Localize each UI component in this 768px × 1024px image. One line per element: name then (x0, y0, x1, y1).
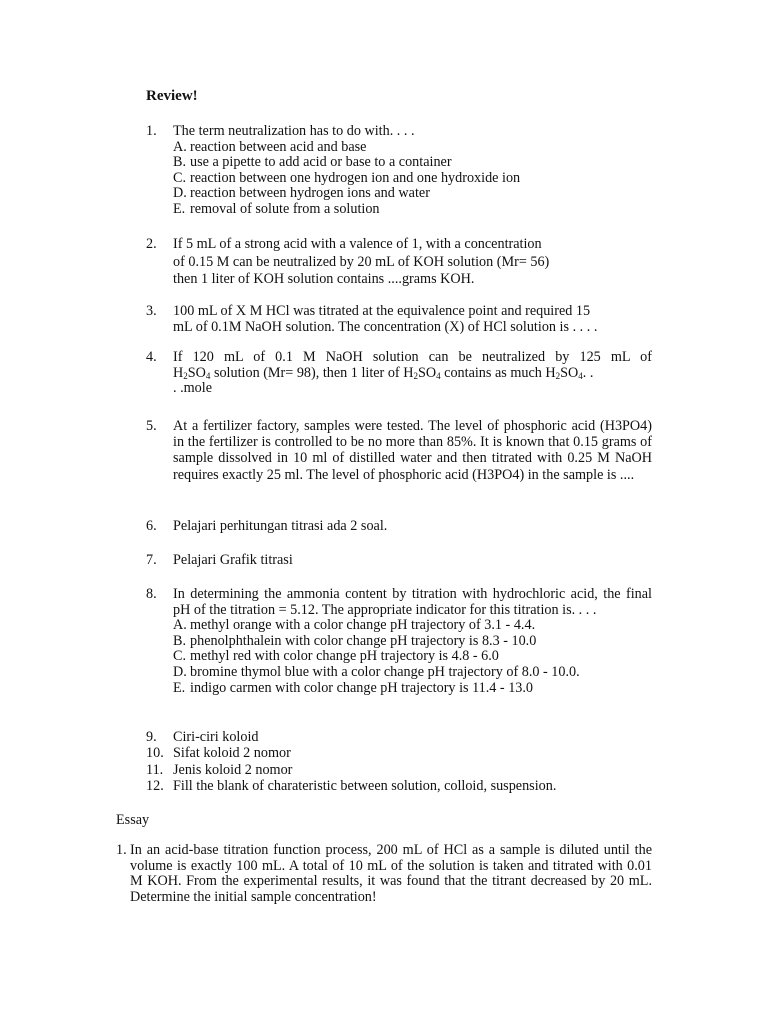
question-number: 9. (146, 729, 157, 745)
option-a: A. reaction between acid and base (173, 138, 367, 155)
question-line: If 5 mL of a strong acid with a valence of 1, with a concentration (173, 236, 542, 252)
question-number: 4. (146, 349, 157, 365)
question-number: 3. (146, 303, 157, 319)
essay-number: 1. (116, 842, 127, 858)
question-line: of 0.15 M can be neutralized by 20 mL of KOH solution (Mr= 56) (173, 253, 550, 270)
question-text: Pelajari Grafik titrasi (173, 552, 293, 568)
question-text: Sifat koloid 2 nomor (173, 745, 291, 761)
question-line: If 120 mL of 0.1 M NaOH solution can be neutralized by 125 mL of (173, 349, 652, 365)
question-stem: The term neutralization has to do with. . . . (173, 123, 415, 139)
option-e: E. removal of solute from a solution (173, 200, 380, 217)
question-text: Jenis koloid 2 nomor (173, 762, 293, 778)
option-b: B. phenolphthalein with color change pH trajectory is 8.3 - 10.0 (173, 632, 537, 649)
option-b: B. use a pipette to add acid or base to a container (173, 154, 452, 171)
question-line: . .mole (173, 380, 213, 397)
option-e: E. indigo carmen with color change pH trajectory is 11.4 - 13.0 (173, 679, 534, 696)
option-c: C. reaction between one hydrogen ion and one hydroxide ion (173, 169, 521, 186)
option-a: A. methyl orange with a color change pH trajectory of 3.1 - 4.4. (173, 617, 536, 634)
question-line: mL of 0.1M NaOH solution. The concentration (X) of HCl solution is . . . . (173, 318, 598, 335)
question-text: Ciri-ciri koloid (173, 729, 259, 745)
question-line-formula: $H_2SO_4$ solution (Mr= 98), then 1 liter of $H_2SO_4$ contains as much $H_2SO_4$. . (173, 364, 594, 381)
question-number: 7. (146, 552, 157, 568)
question-number: 11. (146, 762, 164, 778)
option-d: D. reaction between hydrogen ions and water (173, 185, 430, 202)
question-text: Pelajari perhitungan titrasi ada 2 soal. (173, 518, 388, 534)
question-number: 2. (146, 236, 157, 252)
question-stem: In determining the ammonia content by titration with hydrochloric acid, the final pH of the titration = 5.12. The appropriate indicator for this titration is. . . . (173, 586, 652, 618)
essay-heading: Essay (116, 812, 150, 828)
question-number: 8. (146, 586, 157, 602)
question-number: 10. (146, 745, 164, 761)
question-text: At a fertilizer factory, samples were tested. The level of phosphoric acid (H3PO4) in the fertilizer is controlled to be no more than 85%. It is known that 0.15 grams of sample dissolved in 10 ml of distilled water and then titrated with 0.25 M NaOH requires exactly 25 ml. The level of phosphoric acid (H3PO4) in the sample is .... (173, 418, 652, 483)
question-line: then 1 liter of KOH solution contains ....grams KOH. (173, 271, 475, 287)
question-number: 6. (146, 518, 157, 534)
review-title: Review! (146, 88, 198, 104)
question-number: 12. (146, 778, 164, 794)
question-number: 1. (146, 123, 157, 139)
essay-text: In an acid-base titration function process, 200 mL of HCl as a sample is diluted until the volume is exactly 100 mL. A total of 10 mL of the solution is taken and titrated with 0.01 M KOH. From the experimental results, it was found that the titrant decreased by 20 mL. Determine the initial sample concentration! (130, 842, 652, 905)
question-text: Fill the blank of charateristic between solution, colloid, suspension. (173, 778, 557, 794)
option-c: C. methyl red with color change pH trajectory is 4.8 - 6.0 (173, 648, 499, 665)
question-number: 5. (146, 418, 157, 434)
question-line: 100 mL of X M HCl was titrated at the equivalence point and required 15 (173, 303, 591, 319)
option-d: D. bromine thymol blue with a color change pH trajectory of 8.0 - 10.0. (173, 663, 580, 680)
